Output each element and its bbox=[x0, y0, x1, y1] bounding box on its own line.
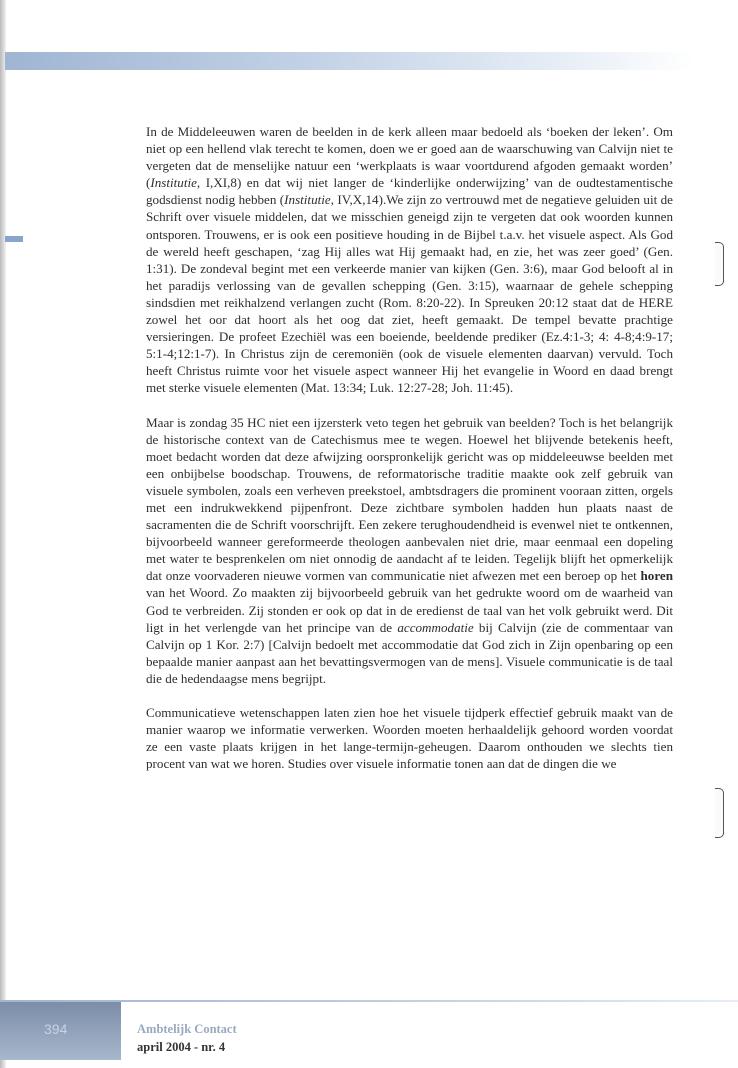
binding-clip-icon bbox=[715, 788, 724, 838]
text-run: In de Middeleeuwen waren de beelden in de kerk alleen maar bedoeld als ‘boeken der leken’. Om niet op een hellend vlak terecht te komen, doen we er goed aan de waarschuwing van Calvijn niet te vergeten dat de menselijke natuur een ‘werkplaats is waar voortdurend afgoden gemaakt worden’ ( bbox=[146, 124, 673, 191]
text-run-italic: Institutie, bbox=[150, 175, 201, 191]
header-color-band bbox=[5, 52, 695, 70]
paragraph-2 bbox=[146, 414, 673, 688]
paragraph-1 bbox=[146, 123, 673, 397]
text-run: bij Calvijn (zie de commentaar van Calvijn op 1 Kor. 2:7) [Calvijn bedoelt met accommodatie dat God zich in Zijn openbaring op een bepaalde manier aanpast aan het bevattingsvermogen van de mens]. Visuele communicatie is de taal die de hedendaagse mens begrijpt. bbox=[146, 619, 674, 686]
text-run-bold: horen bbox=[640, 568, 673, 584]
text-run: Communicatieve wetenschappen laten zien hoe het visuele tijdperk effectief gebruik maakt van de manier waarop we informatie verwerken. Woorden moeten herhaaldelijk gehoord worden voordat ze een vaste plaats krijgen in het lange-termijn-geheugen. Daarom onthouden we slechts tien procent van wat we horen. Studies over visuele informatie tonen aan dat de dingen die we bbox=[146, 705, 673, 772]
magazine-title: Ambtelijk Contact bbox=[137, 1022, 237, 1036]
text-run-italic: accommodatie bbox=[397, 619, 474, 635]
text-run: Maar is zondag 35 HC niet een ijzersterk veto tegen het gebruik van beelden? Toch is het belangrijk de historische context van de Catechismus mee te wegen. Hoewel het blijvende betekenis heeft, moet bedacht worden dat deze afwijzing oorspronkelijk gericht was op middeleeuwse beelden met een onbijbelse boodschap. Trouwens, de reformatorische traditie maakte ook zelf gebruik van visuele symbolen, zoals een verheven preekstoel, ambtsdragers die prominent vooraan zitten, orgels met een indrukwekkend pijpenfront. Deze zichtbare symbolen hadden hun plaats naast de sacramenten die de Schrift voorschrijft. Een zekere terughoudendheid is evenwel niet te ontkennen, bijvoorbeeld wanneer gereformeerde theologen aanbevalen niet drie, maar eenmaal een dopeling met water te besprenkelen om niet onnodig de aandacht af te leiden. Tegelijk blijft het opmerkelijk dat onze voorvaderen nieuwe vormen van communicatie niet afwezen met een beroep op het bbox=[146, 414, 673, 584]
page-edge-shadow bbox=[0, 0, 6, 1068]
paragraph-3 bbox=[146, 704, 673, 772]
text-run: I,XI,8) en dat wij niet langer de ‘kinderlijke onderwijzing’ van de oudtestamentische godsdienst nodig hebben ( bbox=[146, 175, 673, 208]
margin-marker bbox=[5, 236, 23, 242]
article-body bbox=[146, 123, 673, 772]
text-run: IV,X,14).We zijn zo vertrouwd met de negatieve geluiden uit de Schrift over visuele middelen, dat we misschien geneigd zijn te vergeten dat ook woorden kunnen ontsporen. Trouwens, er is ook een positieve houding in de Bijbel t.a.v. het visuele aspect. Als God de wereld heeft geschapen, ‘zag Hij alles wat Hij gemaakt had, en zie, het was zeer goed’ (Gen. 1:31). De zondeval begint met een verkeerde manier van kijken (Gen. 3:6), maar God belooft al in het paradijs verlossing van de gevallen schepping (Gen. 3:15), waarnaar de gehele schepping sindsdien met reikhalzend verlangen zucht (Rom. 8:20-22). In Spreuken 20:12 staat dat de HERE zowel het oor dat hoort als het oog dat ziet, heeft gemaakt. De tempel bevatte prachtige versieringen. De profeet Ezechiël was een boeiende, beeldende prediker (Ez.4:1-3; 4: 4-8;4:9-17; 5:1-4;12:1-7). In Christus zijn de ceremoniën (ook de visuele elementen daarvan) vervuld. Toch heeft Christus ruimte voor het visuele aspect wanneer Hij het evangelie in Woord en daad brengt met sterke visuele elementen (Mat. 13:34; Luk. 12:27-28; Joh. 11:45). bbox=[146, 192, 673, 396]
text-run: van het Woord. Zo maakten zij bijvoorbeeld gebruik van het gedrukte woord om de waarheid van God te verbreiden. Zij stonden er ook op dat in de eredienst de taal van het volk gebruikt werd. Dit ligt in het verlengde van het principe van de bbox=[146, 585, 673, 635]
binding-clip-icon bbox=[715, 242, 724, 286]
text-run-italic: Institutie, bbox=[284, 192, 334, 208]
page-number: 394 bbox=[44, 1021, 68, 1037]
magazine-issue: april 2004 - nr. 4 bbox=[137, 1040, 226, 1054]
